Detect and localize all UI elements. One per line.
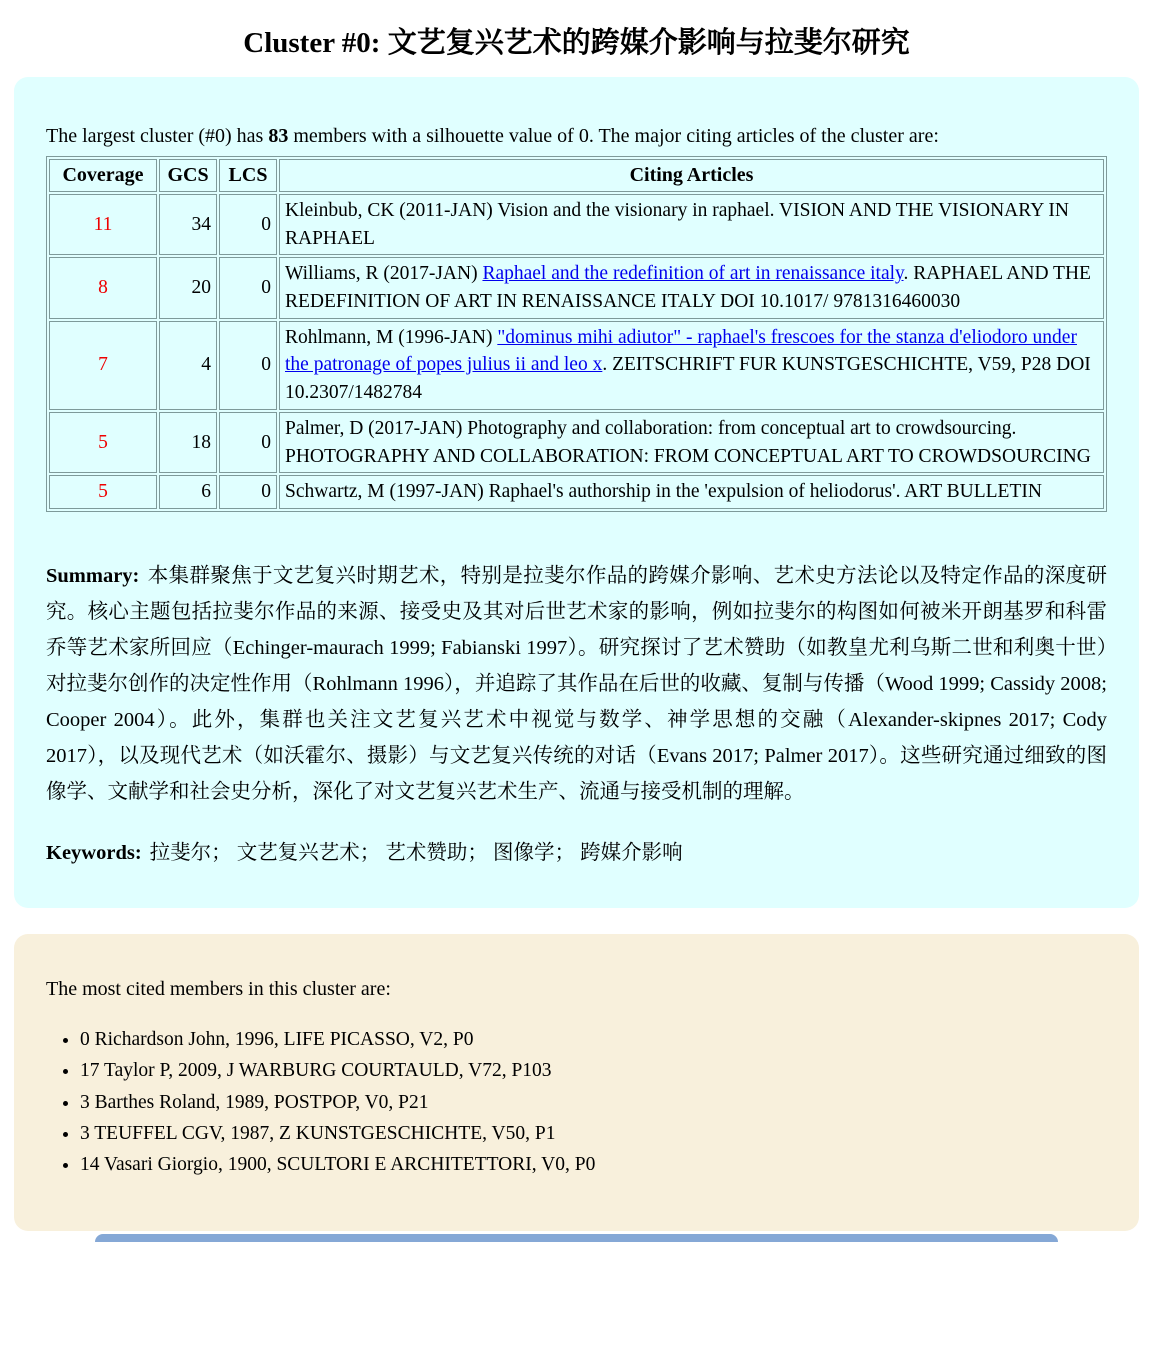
coverage-cell: 11 bbox=[49, 194, 157, 255]
citing-article-text: Palmer, D (2017-JAN) Photography and collaboration: from conceptual art to crowdsourcing. PHOTOGRAPHY AND COLLABORATION: FROM CONCEPTUAL ART TO CROWDSOURCING bbox=[285, 417, 1091, 467]
citing-article-cell bbox=[279, 194, 1104, 255]
summary-label: Summary: bbox=[46, 564, 140, 587]
lcs-cell: 0 bbox=[219, 321, 277, 410]
citing-article-text: . RAPHAEL AND THE REDEFINITION OF ART IN RENAISSANCE ITALY DOI 10.1017/ 9781316460030 bbox=[285, 263, 1091, 313]
header-gcs: GCS bbox=[159, 159, 217, 192]
keywords-paragraph bbox=[46, 838, 1107, 868]
most-cited-members-box bbox=[14, 934, 1139, 1232]
list-item: • 17 Taylor P, 2009, J WARBURG COURTAULD, V72, P103 bbox=[80, 1058, 1107, 1084]
coverage-cell: 7 bbox=[49, 321, 157, 410]
list-item: • 14 Vasari Giorgio, 1900, SCULTORI E ARCHITETTORI, V0, P0 bbox=[80, 1152, 1107, 1178]
table-row bbox=[49, 321, 1104, 410]
coverage-cell: 8 bbox=[49, 257, 157, 318]
next-section-top-edge bbox=[95, 1234, 1058, 1242]
page-title bbox=[0, 20, 1153, 61]
citing-article-text: Williams, R (2017-JAN) bbox=[285, 263, 483, 285]
citing-article-text: Kleinbub, CK (2011-JAN) Vision and the visionary in raphael. VISION AND THE VISIONARY IN RAPHAEL bbox=[285, 200, 1069, 249]
page-title-cjk: 文艺复兴艺术的跨媒介影响与拉斐尔研究 bbox=[387, 25, 910, 59]
coverage-cell: 5 bbox=[49, 412, 157, 473]
lcs-cell: 0 bbox=[219, 257, 277, 318]
header-coverage: Coverage bbox=[49, 159, 157, 192]
citing-article-cell bbox=[279, 257, 1104, 318]
members-heading: The most cited members in this cluster are: bbox=[46, 977, 391, 1000]
header-lcs: LCS bbox=[219, 159, 277, 192]
citing-articles-table-head bbox=[49, 159, 1104, 192]
table-header-row bbox=[49, 159, 1104, 192]
header-citing-articles: Citing Articles bbox=[279, 159, 1104, 192]
lcs-cell: 0 bbox=[219, 412, 277, 473]
gcs-cell: 20 bbox=[159, 257, 217, 318]
page-title-prefix: Cluster #0: bbox=[243, 27, 388, 59]
summary-text: 本集群聚焦于文艺复兴时期艺术，特别是拉斐尔作品的跨媒介影响、艺术史方法论以及特定作品的深度研究。核心主题包括拉斐尔作品的来源、接受史及其对后世艺术家的影响，例如拉斐尔的构图如何被米开朗基罗和科雷乔等艺术家所回应（Echinger-maurach 1999; Fabianski 1997）。研究探讨了艺术赞助（如教皇尤利乌斯二世和利奥十世）对拉斐尔创作的决定性作用（Rohlmann 1996），并追踪了其作品在后世的收藏、复制与传播（Wood 1999; Cassidy 2008; Cooper 2004）。此外，集群也关注文艺复兴艺术中视觉与数学、神学思想的交融（Alexander-skipnes 2017; Cody 2017），以及现代艺术（如沃霍尔、摄影）与文艺复兴传统的对话（Evans 2017; Palmer 2017）。这些研究通过细致的图像学、文献学和社会史分析，深化了对文艺复兴艺术生产、流通与接受机制的理解。 bbox=[46, 564, 1107, 803]
coverage-cell: 5 bbox=[49, 475, 157, 509]
cluster-summary-box bbox=[14, 77, 1139, 908]
citing-article-cell bbox=[279, 321, 1104, 410]
table-row bbox=[49, 194, 1104, 255]
lcs-cell: 0 bbox=[219, 194, 277, 255]
table-row bbox=[49, 412, 1104, 473]
table-row bbox=[49, 257, 1104, 318]
citing-article-text: Rohlmann, M (1996-JAN) bbox=[285, 326, 498, 348]
gcs-cell: 34 bbox=[159, 194, 217, 255]
citing-article-link[interactable]: Raphael and the redefinition of art in renaissance italy bbox=[482, 263, 904, 285]
citing-article-text: . ZEITSCHRIFT FUR KUNSTGESCHICHTE, V59, P28 DOI 10.2307/1482784 bbox=[285, 354, 1091, 404]
gcs-cell: 6 bbox=[159, 475, 217, 509]
citing-article-link[interactable]: "dominus mihi adiutor" - raphael's frescoes for the stanza d'eliodoro under the patronage of popes julius ii and leo x bbox=[285, 326, 1077, 376]
table-row bbox=[49, 475, 1104, 509]
summary-paragraph bbox=[46, 558, 1107, 810]
citing-articles-table bbox=[46, 156, 1107, 512]
intro-text-prefix: The largest cluster (#0) has bbox=[46, 125, 269, 147]
citing-article-text: Schwartz, M (1997-JAN) Raphael's authorship in the 'expulsion of heliodorus'. ART BULLETIN bbox=[285, 481, 1042, 503]
list-item: • 0 Richardson John, 1996, LIFE PICASSO, V2, P0 bbox=[80, 1027, 1107, 1053]
citing-article-cell bbox=[279, 475, 1104, 509]
member-count: 83 bbox=[268, 125, 289, 147]
keywords-label: Keywords: bbox=[46, 841, 142, 864]
list-item: • 3 TEUFFEL CGV, 1987, Z KUNSTGESCHICHTE, V50, P1 bbox=[80, 1121, 1107, 1147]
citing-article-cell bbox=[279, 412, 1104, 473]
members-list bbox=[46, 1027, 1107, 1179]
keywords-text: 拉斐尔； 文艺复兴艺术； 艺术赞助； 图像学； 跨媒介影响 bbox=[149, 841, 683, 864]
intro-paragraph bbox=[46, 123, 1107, 150]
citing-articles-table-body bbox=[49, 194, 1104, 509]
gcs-cell: 18 bbox=[159, 412, 217, 473]
list-item: • 3 Barthes Roland, 1989, POSTPOP, V0, P21 bbox=[80, 1090, 1107, 1116]
intro-text-suffix: members with a silhouette value of 0. The major citing articles of the cluster are: bbox=[288, 125, 939, 147]
lcs-cell: 0 bbox=[219, 475, 277, 509]
gcs-cell: 4 bbox=[159, 321, 217, 410]
